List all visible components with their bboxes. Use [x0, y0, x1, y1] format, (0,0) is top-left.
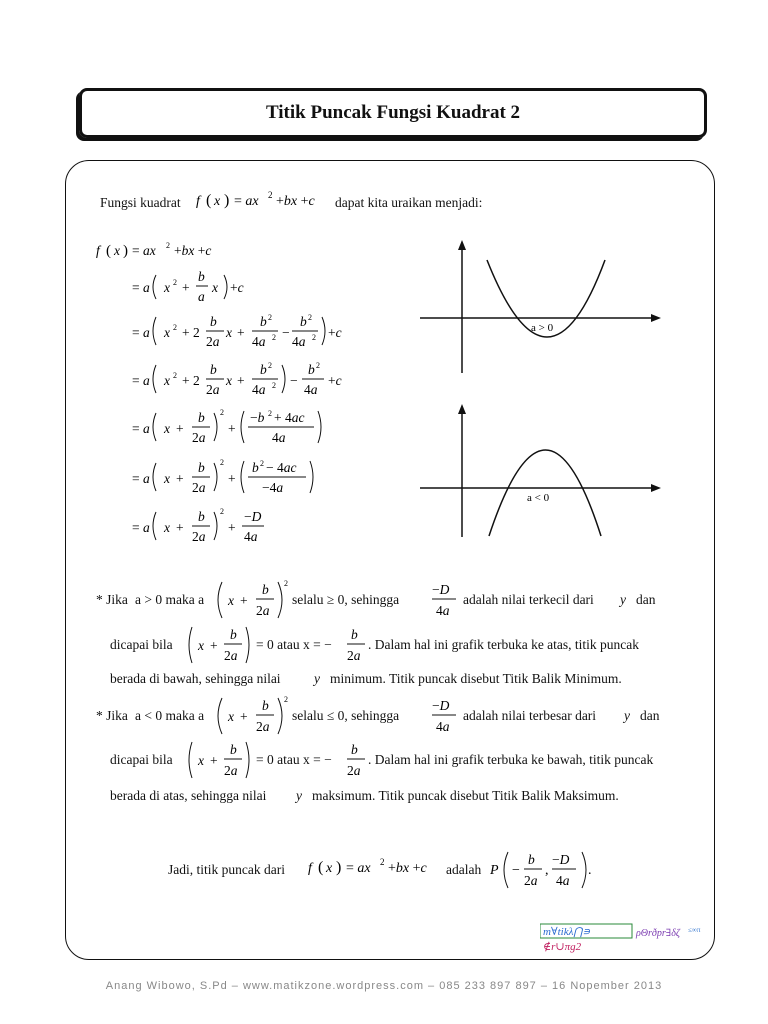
svg-text:= ax: = ax: [234, 194, 259, 209]
svg-text:b: b: [230, 742, 237, 757]
svg-text:+: +: [237, 373, 245, 388]
intro-formula: [196, 188, 336, 212]
svg-text:4a: 4a: [252, 334, 266, 349]
svg-text:4a: 4a: [556, 873, 570, 888]
svg-text:b: b: [210, 362, 217, 377]
svg-text:(: (: [318, 859, 324, 876]
page-title: Titik Puncak Fungsi Kuadrat 2: [265, 102, 521, 123]
svg-text:2: 2: [173, 323, 177, 332]
svg-text:): ): [336, 859, 342, 876]
case-pos-line1-c: adalah nilai terkecil dari: [463, 592, 594, 607]
svg-text:b: b: [260, 314, 267, 329]
svg-text:= a: = a: [132, 520, 150, 535]
derivation-line-3: [132, 313, 342, 349]
derivation-line-5: [132, 408, 321, 445]
svg-text:2: 2: [173, 371, 177, 380]
case-pos-line3-b: minimum. Titik puncak disebut Titik Balik Minimum.: [330, 671, 622, 686]
svg-text:+ 4ac: + 4ac: [274, 410, 305, 425]
case-pos-line2-c: . Dalam hal ini grafik terbuka ke atas, titik puncak: [368, 637, 640, 652]
svg-text:): ): [224, 192, 230, 209]
svg-text:4a: 4a: [292, 334, 306, 349]
expr-b2a-1: [345, 623, 369, 667]
svg-text:+: +: [176, 471, 184, 486]
svg-text:2a: 2a: [206, 382, 220, 397]
svg-text:a: a: [198, 289, 205, 304]
svg-text:= a: = a: [132, 373, 150, 388]
var-y: y: [624, 708, 630, 723]
intro-tail: dapat kita uraikan menjadi:: [335, 195, 483, 210]
svg-text:= ax: = ax: [132, 243, 156, 258]
svg-text:x: x: [164, 520, 170, 535]
svg-text:2: 2: [312, 333, 316, 342]
footer: Anang Wibowo, S.Pd – www.matikzone.wordpress.com – 085 233 897 897 – 16 Nopember 2013: [105, 980, 663, 992]
svg-text:+ 2: + 2: [182, 325, 200, 340]
svg-text:b: b: [198, 410, 205, 425]
svg-text:2a: 2a: [192, 480, 206, 495]
conclusion-lead: Jadi, titik puncak dari: [168, 862, 285, 877]
case-neg-bullet: * Jika: [96, 708, 128, 723]
svg-text:+: +: [237, 325, 245, 340]
svg-text:2a: 2a: [206, 334, 220, 349]
svg-text:+bx +c: +bx +c: [388, 861, 427, 876]
svg-text:+c: +c: [328, 373, 342, 388]
svg-text:b: b: [198, 460, 205, 475]
case-pos-line1-a: a > 0 maka a: [135, 592, 205, 607]
svg-text:x: x: [228, 709, 234, 724]
expr-b2a-2: [345, 738, 369, 782]
svg-text:x: x: [164, 421, 170, 436]
svg-text:x: x: [212, 280, 218, 295]
svg-text:= a: = a: [132, 325, 150, 340]
svg-text:x: x: [228, 593, 234, 608]
derivation-line-7: [132, 507, 264, 544]
expr-minus-d-2: [430, 694, 460, 738]
svg-text:2: 2: [272, 381, 276, 390]
svg-text:+c: +c: [230, 280, 244, 295]
title-box: [79, 88, 707, 138]
svg-text:4a: 4a: [304, 382, 318, 397]
svg-text:b: b: [210, 314, 217, 329]
svg-text:b: b: [262, 582, 269, 597]
svg-text:−D: −D: [552, 852, 570, 867]
svg-text:P: P: [490, 863, 499, 878]
svg-text:,: ,: [545, 863, 549, 878]
expr-square-2: [210, 694, 290, 738]
intro-lead: Fungsi kuadrat: [100, 195, 181, 210]
case-neg-line2-a: dicapai bila: [110, 752, 173, 767]
graph-a-negative: [415, 402, 665, 542]
svg-text:+: +: [176, 421, 184, 436]
case-pos-line1-d: dan: [636, 592, 656, 607]
case-pos-bullet: * Jika: [96, 592, 128, 607]
svg-text:2: 2: [268, 409, 272, 418]
svg-text:2: 2: [316, 361, 320, 370]
svg-text:x: x: [198, 638, 204, 653]
svg-text:x: x: [214, 194, 221, 209]
svg-text:): ): [123, 243, 128, 259]
svg-text:2a: 2a: [224, 648, 238, 663]
case-neg-line2-c: . Dalam hal ini grafik terbuka ke bawah, titik puncak: [368, 752, 654, 767]
svg-text:2a: 2a: [192, 529, 206, 544]
svg-text:b: b: [198, 509, 205, 524]
case-neg-line1-a: a < 0 maka a: [135, 708, 205, 723]
svg-text:4a: 4a: [252, 382, 266, 397]
svg-text:b: b: [308, 362, 315, 377]
svg-text:f: f: [96, 243, 100, 258]
svg-text:ρΘrðpr∃δζ: ρΘrðpr∃δζ: [636, 928, 680, 939]
case-neg-line2-b: = 0 atau x = −: [256, 752, 332, 767]
svg-text:−b: −b: [250, 410, 265, 425]
conclusion-point: [490, 846, 600, 894]
case-neg-line3: berada di atas, sehingga nilai: [110, 788, 267, 803]
expr-minus-d-1: [430, 578, 460, 622]
svg-text:x: x: [164, 373, 170, 388]
svg-text:b: b: [300, 314, 307, 329]
svg-text:+: +: [228, 471, 236, 486]
graph-label-pos: a > 0: [531, 322, 554, 334]
svg-text:∉r∪πg2: ∉r∪πg2: [543, 941, 582, 953]
svg-text:= ax: = ax: [346, 861, 371, 876]
svg-text:b: b: [230, 627, 237, 642]
svg-text:b: b: [260, 362, 267, 377]
svg-text:2a: 2a: [256, 603, 270, 618]
svg-text:2: 2: [380, 857, 385, 867]
graph-a-positive: [415, 238, 665, 378]
svg-text:+: +: [210, 638, 218, 653]
derivation: [92, 235, 362, 555]
svg-text:.: .: [588, 863, 592, 878]
svg-text:2: 2: [284, 579, 288, 588]
svg-text:+bx +c: +bx +c: [174, 243, 212, 258]
svg-text:−: −: [290, 373, 298, 388]
svg-text:b: b: [262, 698, 269, 713]
svg-text:x: x: [226, 373, 232, 388]
svg-text:= a: = a: [132, 280, 150, 295]
svg-text:+: +: [176, 520, 184, 535]
svg-text:x: x: [164, 325, 170, 340]
svg-text:m∀tikλ⋂∍: m∀tikλ⋂∍: [543, 926, 591, 938]
svg-text:b: b: [198, 269, 205, 284]
svg-text:4a: 4a: [436, 719, 450, 734]
svg-text:+ 2: + 2: [182, 373, 200, 388]
svg-text:4a: 4a: [436, 603, 450, 618]
svg-text:+: +: [240, 709, 248, 724]
svg-text:2: 2: [220, 408, 224, 417]
svg-text:+: +: [182, 280, 190, 295]
svg-text:4a: 4a: [244, 529, 258, 544]
matikzone-logo: [540, 922, 702, 954]
svg-text:2a: 2a: [347, 648, 361, 663]
svg-text:2a: 2a: [256, 719, 270, 734]
case-pos-line1-b: selalu ≥ 0, sehingga: [292, 592, 400, 607]
case-neg-line1-b: selalu ≤ 0, sehingga: [292, 708, 400, 723]
svg-text:+: +: [228, 421, 236, 436]
svg-text:(: (: [206, 192, 212, 209]
expr-square-1: [210, 578, 290, 622]
svg-text:+bx +c: +bx +c: [276, 194, 315, 209]
svg-text:2: 2: [260, 459, 264, 468]
svg-text:2a: 2a: [347, 763, 361, 778]
svg-text:f: f: [196, 194, 200, 209]
svg-text:2: 2: [284, 695, 288, 704]
svg-text:−: −: [512, 863, 520, 878]
svg-text:x: x: [198, 753, 204, 768]
expr-paren-1: [184, 623, 254, 667]
case-pos-line2-b: = 0 atau x = −: [256, 637, 332, 652]
svg-text:2: 2: [173, 278, 177, 287]
svg-text:−4a: −4a: [262, 480, 284, 495]
var-y: y: [620, 592, 626, 607]
svg-text:2: 2: [166, 241, 170, 250]
svg-text:−D: −D: [432, 698, 450, 713]
graph-label-neg: a < 0: [527, 492, 550, 504]
svg-text:= a: = a: [132, 471, 150, 486]
svg-text:x: x: [226, 325, 232, 340]
svg-text:b: b: [528, 852, 535, 867]
svg-text:x: x: [164, 471, 170, 486]
var-y: y: [314, 671, 320, 686]
derivation-line-1: [96, 241, 211, 259]
case-neg-line3-b: maksimum. Titik puncak disebut Titik Balik Maksimum.: [312, 788, 619, 803]
case-neg-line1-c: adalah nilai terbesar dari: [463, 708, 597, 723]
conclusion-tail: adalah: [446, 862, 482, 877]
svg-text:2: 2: [268, 190, 273, 200]
svg-text:+c: +c: [328, 325, 342, 340]
conclusion-formula: [308, 855, 448, 879]
svg-text:2: 2: [268, 313, 272, 322]
svg-text:b: b: [351, 742, 358, 757]
svg-text:≤∞π: ≤∞π: [688, 926, 701, 934]
svg-text:b: b: [351, 627, 358, 642]
svg-text:+: +: [228, 520, 236, 535]
derivation-line-4: [132, 361, 342, 397]
svg-text:+: +: [240, 593, 248, 608]
svg-text:(: (: [106, 243, 111, 259]
svg-text:+: +: [210, 753, 218, 768]
derivation-line-2: [132, 269, 244, 304]
svg-text:2a: 2a: [192, 430, 206, 445]
svg-text:x: x: [114, 243, 120, 258]
case-pos-line2-a: dicapai bila: [110, 637, 173, 652]
svg-text:2: 2: [220, 458, 224, 467]
svg-text:2: 2: [272, 333, 276, 342]
svg-text:4a: 4a: [272, 430, 286, 445]
derivation-line-6: [132, 458, 313, 495]
case-neg-line1-d: dan: [640, 708, 660, 723]
svg-text:−: −: [282, 325, 290, 340]
svg-text:2: 2: [220, 507, 224, 516]
svg-text:f: f: [308, 861, 312, 876]
case-pos-line3: berada di bawah, sehingga nilai: [110, 671, 281, 686]
svg-text:x: x: [326, 861, 333, 876]
svg-text:b: b: [252, 460, 259, 475]
svg-text:2: 2: [308, 313, 312, 322]
expr-paren-2: [184, 738, 254, 782]
svg-text:= a: = a: [132, 421, 150, 436]
svg-text:− 4ac: − 4ac: [266, 460, 297, 475]
svg-text:−D: −D: [432, 582, 450, 597]
svg-text:x: x: [164, 280, 170, 295]
svg-text:−D: −D: [244, 509, 262, 524]
var-y: y: [296, 788, 302, 803]
svg-text:2: 2: [268, 361, 272, 370]
svg-text:2a: 2a: [224, 763, 238, 778]
svg-text:2a: 2a: [524, 873, 538, 888]
